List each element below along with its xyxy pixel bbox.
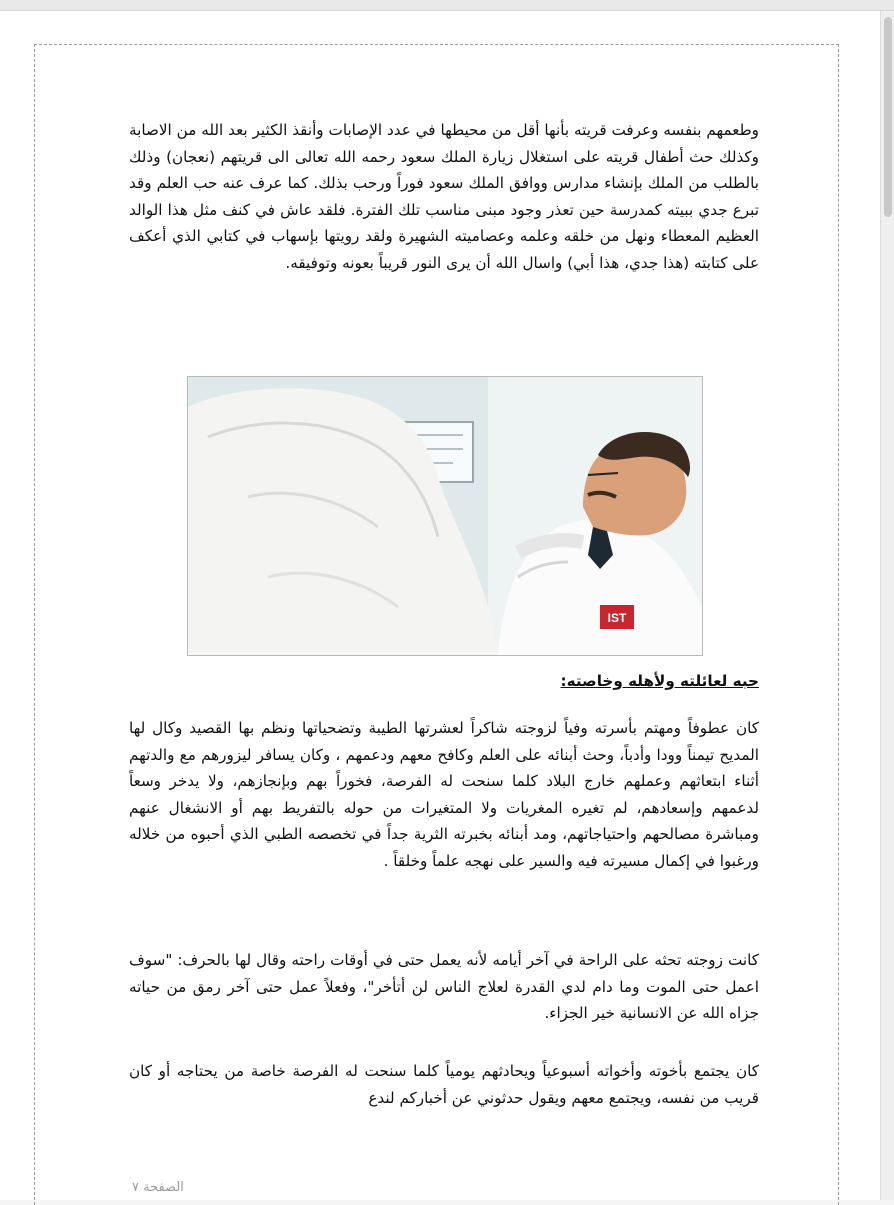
scrollbar-thumb[interactable] [884, 17, 892, 217]
section-heading-family: حبه لعائلته ولأهله وخاصته: [560, 672, 759, 690]
paragraph-love-for-family: كان عطوفاً ومهتم بأسرته وفياً لزوجته شاكراً لعشرتها الطيبة وتضحياتها ونظم بها القصيد وكال لها المديح تيمناً وودا وأدباً، وحث أبنائه على العلم وكافح معهم ودعمهم ، وكان يسافر ليزورهم مع والدتهم أثناء ابتعاثهم وعملهم خارج البلاد كلما سنحت له الفرصة، فخوراً بهم وبإنجازهم، ولا يدخر وسعاً لدعمهم وإسعادهم، لم تغيره المغريات ولا المتغيرات من حوله بالتفريط بهم أو الانشغال عنهم ومباشرة مصالحهم واحتياجاتهم، ومد أبنائه بخبرته الثرية جداً في تخصصه الطبي الذي أحبوه من خلاله ورغبوا في إكمال مسيرته فيه والسير على نهجه علماً وخلقاً . [129, 719, 759, 870]
window-top-bar [0, 0, 894, 11]
paragraph-grandfather-village: وطعمهم بنفسه وعرفت قريته بأنها أقل من محيطها في عدد الإصابات وأنقذ الكثير بعد الله من الاصابة وكذلك حث أطفال قريته على استغلال زيارة الملك سعود رحمه الله تعالى الى قريتهم (نعجان) وذلك بالطلب من الملك بإنشاء مدارس ووافق الملك سعود فوراً ورحب بذلك. كما عرف عنه حب العلم وقد تبرع جدي ببيته كمدرسة حين تعذر وجود مبنى مناسب تلك الفترة. فلقد عاش في كنف مثل هذا الوالد العظيم المعطاء ونهل من خلقه وعلمه وعصاميته الشهيرة ولقد رويتها بإسهاب في كتابي الذي أعكف على كتابته (هذا جدي، هذا أبي) واسال الله أن يرى النور قريباً بعونه وتوفيقه. [129, 121, 759, 272]
svg-text:IST: IST [607, 611, 627, 625]
paragraph-wife-rest: كانت زوجته تحثه على الراحة في آخر أيامه لأنه يعمل حتى في أوقات راحته وقال لها بالحرف: "سوف اعمل حتى الموت وما دام لدي القدرة لعلاج الناس لن أتأخر"، وفعلاً عمل حتى آخر رمق من حياته جزاه الله عن الانسانية خير الجزاء. [129, 951, 759, 1022]
photo-doctor-examining-patient [187, 376, 703, 656]
paragraph-siblings: كان يجتمع بأخوته وأخواته أسبوعياً ويحادثهم يومياً كلما سنحت له الفرصة خاصة من يحتاجه أو كان قريب من نفسه، ويجتمع معهم ويقول حدثوني عن أخباركم لندع [129, 1062, 759, 1107]
page-number-footer: الصفحة ٧ [132, 1180, 184, 1195]
vertical-scrollbar[interactable] [880, 11, 894, 1200]
doctor-photo-illustration [188, 377, 702, 655]
